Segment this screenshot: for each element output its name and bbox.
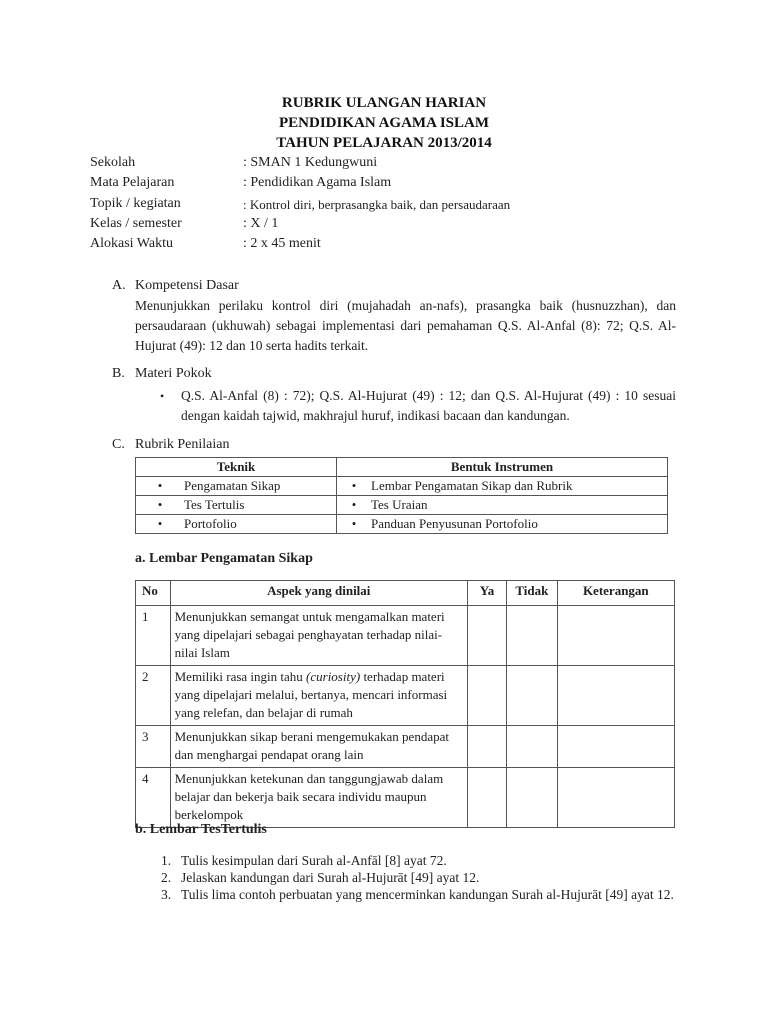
row-aspek: Menunjukkan ketekunan dan tanggungjawab dalam belajar dan bekerja baik secara individu maupun berkelompok: [170, 768, 467, 828]
keterangan-cell[interactable]: [557, 606, 674, 666]
sub-b-title: b. Lembar TesTertulis: [135, 822, 267, 837]
info-label-sekolah: Sekolah: [90, 155, 136, 170]
table-row: [136, 496, 668, 515]
row-aspek: [170, 666, 467, 726]
ya-cell[interactable]: [467, 768, 506, 828]
aspek-italic-text: (curiosity): [306, 669, 361, 684]
item-text: Tulis lima contoh perbuatan yang mencerminkan kandungan Surah al-Hujurāt [49] ayat 12.: [181, 887, 674, 902]
tidak-cell[interactable]: [507, 768, 557, 828]
table-row: [136, 606, 675, 666]
info-value-alokasi: : 2 x 45 menit: [243, 236, 321, 251]
pengamatan-sikap-table: [135, 580, 675, 828]
table-row: [136, 515, 668, 534]
teknik-cell: Tes Tertulis: [184, 497, 245, 512]
tidak-cell[interactable]: [507, 726, 557, 768]
teknik-cell: Portofolio: [184, 516, 237, 531]
header-aspek: Aspek yang dinilai: [170, 581, 467, 606]
rubrik-table-header: [136, 458, 668, 477]
instrumen-cell: Panduan Penyusunan Portofolio: [371, 516, 538, 531]
item-number: 1.: [161, 853, 172, 868]
aspek-text: terhadap materi yang dipelajari melalui, bertanya, mencari informasi yang relefan, dan belajar di rumah: [174, 669, 448, 720]
table-row: [136, 768, 675, 828]
list-item: [161, 852, 677, 869]
bullet-icon: •: [351, 478, 357, 493]
header-tidak: Tidak: [507, 581, 557, 606]
info-value-kelas: : X / 1: [243, 216, 279, 231]
bullet-icon: •: [351, 516, 357, 531]
row-no: 4: [136, 768, 171, 828]
instrumen-cell: Tes Uraian: [371, 497, 428, 512]
row-aspek: Menunjukkan sikap berani mengemukakan pendapat dan menghargai pendapat orang lain: [170, 726, 467, 768]
section-a-body: Menunjukkan perilaku kontrol diri (mujahadah an-nafs), prasangka baik (husnuzzhan), dan persaudaraan (ukhuwah) sebagai implementasi dari pemahaman Q.S. Al-Anfal (8): 72; Q.S. Al-Hujurat (49): 12 dan 10 serta hadits terkait.: [135, 298, 676, 353]
keterangan-cell[interactable]: [557, 768, 674, 828]
section-b-bullet: Q.S. Al-Anfal (8) : 72); Q.S. Al-Hujurat (49) : 12; dan Q.S. Al-Hujurat (49) : 10 sesuai dengan kaidah tajwid, makhrajul huruf, indikasi bacaan dan kandungan.: [181, 388, 676, 423]
sub-a-title: a. Lembar Pengamatan Sikap: [135, 551, 313, 566]
bullet-icon: •: [160, 389, 165, 403]
keterangan-cell[interactable]: [557, 726, 674, 768]
info-label-kelas: Kelas / semester: [90, 216, 182, 231]
teknik-cell: Pengamatan Sikap: [184, 478, 281, 493]
info-label-topik: Topik / kegiatan: [90, 196, 181, 211]
info-label-alokasi: Alokasi Waktu: [90, 236, 173, 251]
section-a-title: Kompetensi Dasar: [135, 278, 239, 293]
aspek-text: Memiliki rasa ingin tahu: [174, 669, 307, 684]
info-label-mapel: Mata Pelajaran: [90, 175, 175, 190]
item-number: 2.: [161, 870, 172, 885]
ya-cell[interactable]: [467, 726, 506, 768]
header-teknik: Teknik: [136, 458, 337, 477]
bullet-icon: •: [157, 478, 163, 493]
section-a-marker: A.: [112, 278, 126, 293]
row-aspek: Menunjukkan semangat untuk mengamalkan materi yang dipelajari sebagai penghayatan terhadap nilai-nilai Islam: [170, 606, 467, 666]
ya-cell[interactable]: [467, 666, 506, 726]
title-line-2: PENDIDIKAN AGAMA ISLAM: [278, 115, 489, 131]
row-no: 2: [136, 666, 171, 726]
instrumen-cell: Lembar Pengamatan Sikap dan Rubrik: [371, 478, 573, 493]
bullet-icon: •: [157, 497, 163, 512]
ya-cell[interactable]: [467, 606, 506, 666]
tidak-cell[interactable]: [507, 606, 557, 666]
table-row: [136, 477, 668, 496]
title-line-1: RUBRIK ULANGAN HARIAN: [281, 95, 487, 111]
info-value-sekolah: : SMAN 1 Kedungwuni: [243, 155, 378, 170]
info-value-mapel: : Pendidikan Agama Islam: [243, 175, 392, 190]
section-c-title: Rubrik Penilaian: [135, 437, 230, 452]
row-no: 1: [136, 606, 171, 666]
header-keterangan: Keterangan: [557, 581, 674, 606]
rubrik-table: [135, 457, 668, 534]
pengamatan-table-header: [136, 581, 675, 606]
item-text: Jelaskan kandungan dari Surah al-Hujurāt [49] ayat 12.: [181, 870, 480, 885]
info-value-topik: : Kontrol diri, berprasangka baik, dan persaudaraan: [243, 197, 511, 212]
title-line-3: TAHUN PELAJARAN 2013/2014: [276, 135, 492, 151]
section-b-title: Materi Pokok: [135, 366, 212, 381]
header-bentuk-instrumen: Bentuk Instrumen: [337, 458, 668, 477]
keterangan-cell[interactable]: [557, 666, 674, 726]
tidak-cell[interactable]: [507, 666, 557, 726]
table-row: [136, 666, 675, 726]
bullet-icon: •: [157, 516, 163, 531]
header-no: No: [136, 581, 171, 606]
list-item: [161, 886, 677, 903]
table-row: [136, 726, 675, 768]
row-no: 3: [136, 726, 171, 768]
tes-tertulis-list: [161, 852, 677, 903]
header-ya: Ya: [467, 581, 506, 606]
item-text: Tulis kesimpulan dari Surah al-Anfāl [8] ayat 72.: [181, 853, 447, 868]
bullet-icon: •: [351, 497, 357, 512]
list-item: [161, 869, 677, 886]
section-b-marker: B.: [112, 366, 125, 381]
item-number: 3.: [161, 887, 172, 902]
section-c-marker: C.: [112, 437, 125, 452]
